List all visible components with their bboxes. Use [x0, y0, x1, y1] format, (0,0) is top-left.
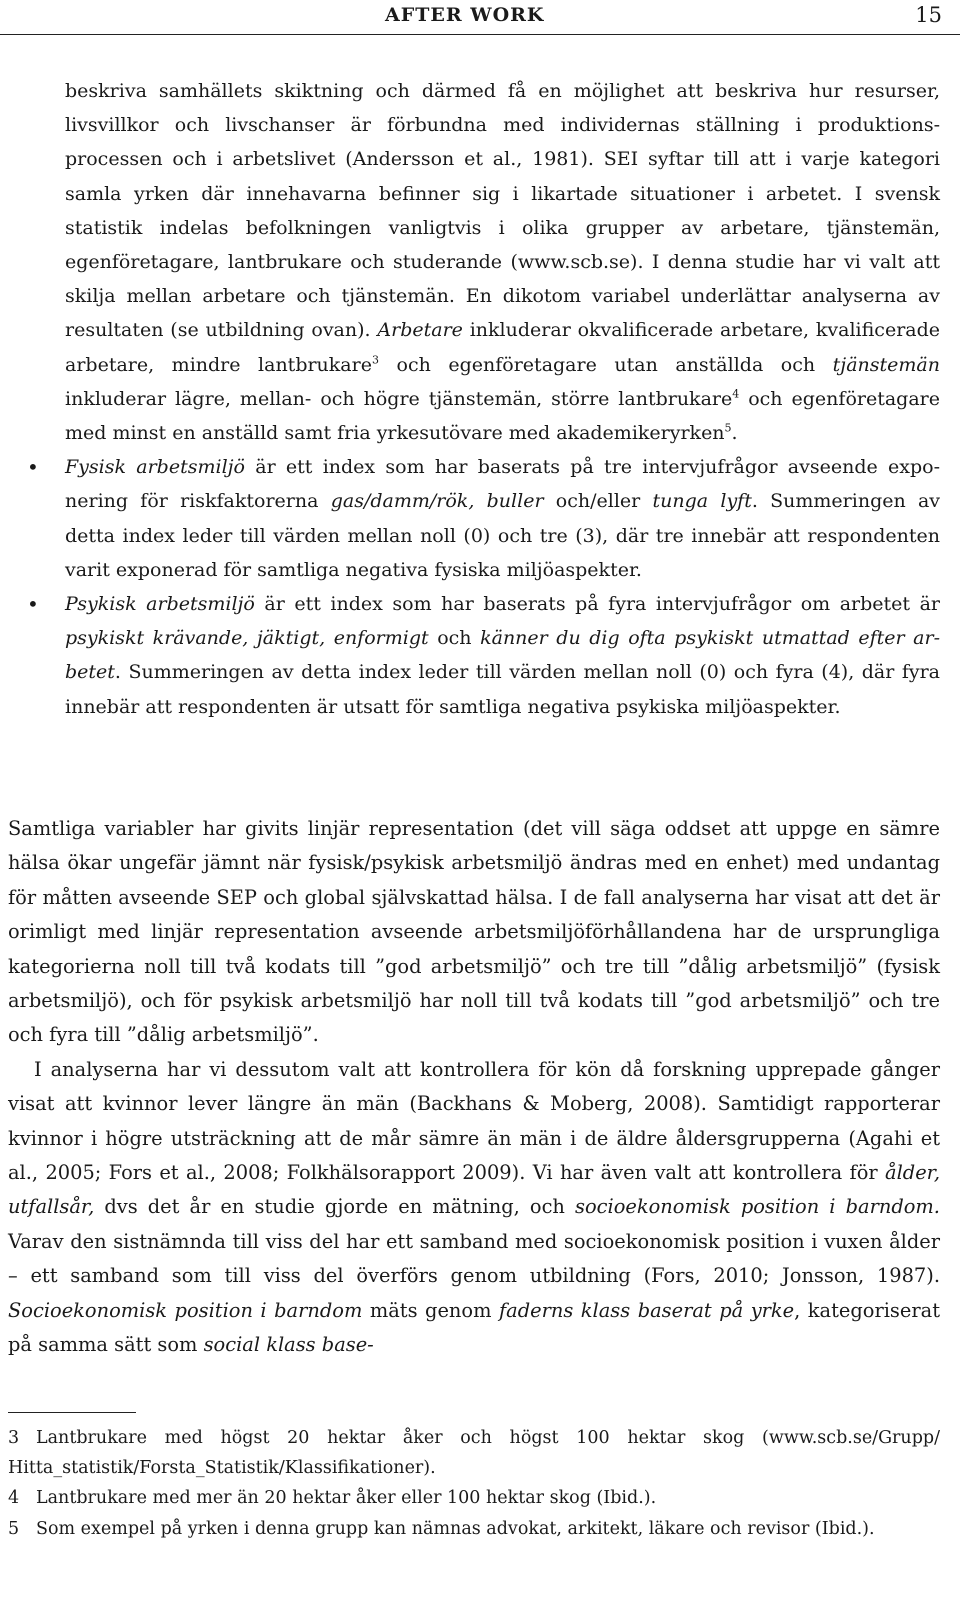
term-arbetare: Arbetare	[377, 319, 463, 342]
footnote-divider	[8, 1412, 136, 1413]
list-continuation-paragraph: beskriva samhällets skiktning och därmed få en möjlighet att beskriva hur resurser, livsvillkor och livschanser är förbundna med individernas ställning i produktionsprocessen och i arbetslivet (Andersson et al., 1981). SEI syftar till att i varje kategori samla yrken där innehavarna befinner sig i likartade situationer i arbetet. I svensk statistik indelas befolkningen vanligtvis i olika grupper av arbetare, tjänstemän, egenföretagare, lantbrukare och studerande (www.scb.se). I denna studie har vi valt att skilja mellan arbetare och tjänstemän. En dikotom variabel underlättar analyserna av resultaten (se utbildning ovan). Arbetare inkluderar okvalificerade arbetare, kvalificerade arbetare, mindre lantbrukare$^3$ och egenföretagare utan anställda och tjänstemän inkluderar lägre, mellan- och högre tjänstemän, större lantbrukare$^4$ och egenföretagare med minst en anställd samt fria yrkesutövare med akademikeryrken$^5$.	[65, 80, 941, 445]
footnote-3: 3 Lantbrukare med högst 20 hektar åker och högst 100 hektar skog (www.scb.se/Grupp/ Hitta_statistik/Forsta_Statistik/Klassifikationer).	[8, 1428, 940, 1479]
footnote-ref-3: 3	[371, 353, 379, 367]
bullet-icon: •	[27, 592, 39, 617]
term-psykisk-arbetsmiljo: Psykisk arbetsmiljö	[65, 593, 255, 616]
paragraph-linear-representation: Samtliga variabler har givits linjär representation (det vill säga oddset att uppge en sämre hälsa ökar ungefär jämnt när fysisk/psykisk arbetsmiljö ändras med en enhet) med undantag för måtten avseende SEP och global självskattad hälsa. I de fall analyserna har visat att det är orimligt med linjär representation avseende arbetsmiljöförhållandena har de ursprungliga kategorierna noll till två kodats till ”god arbetsmiljö” och tre till ”dålig arbetsmiljö” (fysisk arbetsmiljö), och för psykisk arbetsmiljö har noll till två kodats till ”god arbetsmiljö” och tre och fyra till ”dålig arbetsmiljö”.	[8, 817, 940, 1047]
bullet-icon: •	[27, 455, 39, 480]
footnote-ref-4: 4	[732, 387, 740, 401]
footnote-4: 4 Lantbrukare med mer än 20 hektar åker eller 100 hektar skog (Ibid.).	[8, 1488, 657, 1509]
paragraph-controls: I analyserna har vi dessutom valt att kontrollera för kön då forskning upprepade gånger visat att kvinnor lever längre än män (Backhans & Moberg, 2008). Samtidigt rapporterar kvinnor i högre utsträckning att de mår sämre än män i de äldre åldersgrupperna (Agahi et al., 2005; Fors et al., 2008; Folkhälsorapport 2009). Vi har även valt att kontrollera för ålder, utfallsår, dvs det år en studie gjorde en mätning, och socioekonomisk position i barndom. Varav den sistnämnda till viss del har ett samband med socioekonomisk position i vuxen ålder – ett samband som till viss del överförs genom utbildning (Fors, 2010; Jonsson, 1987). Socioekonomisk position i barndom mäts genom faderns klass baserat på yrke, kategoriserat på samma sätt som social klass base-	[8, 1057, 940, 1357]
page-header	[0, 0, 960, 35]
footnotes	[8, 1423, 940, 1544]
footnote-5: 5 Som exempel på yrken i denna grupp kan nämnas advokat, arkitekt, läkare och revisor (Ibid.).	[8, 1518, 875, 1539]
list-item-psykisk-arbetsmiljo: • Psykisk arbetsmiljö är ett index som har baserats på fyra intervjufrågor om arbetet är psykiskt krävande, jäktigt, enformigt och känner du dig ofta psykiskt utmattad efter arbetet. Summeringen av detta index leder till värden mellan noll (0) och fyra (4), där fyra innebär att respondenten är utsatt för samtliga negativa psykiska miljöaspekter.	[65, 587, 940, 724]
list-item-fysisk-arbetsmiljo: • Fysisk arbetsmiljö är ett index som har baserats på tre intervjufrågor avseende exponering för riskfaktorerna gas/damm/rök, buller och/eller tunga lyft. Summeringen av detta index leder till värden mellan noll (0) och tre (3), där tre innebär att respondenten varit exponerad för samtliga negativa fysiska miljöaspekter.	[65, 450, 940, 587]
page-number: 15	[915, 3, 942, 27]
running-title: AFTER WORK	[385, 4, 545, 26]
bullet-list	[27, 74, 941, 724]
body-text	[8, 812, 940, 1363]
term-fysisk-arbetsmiljo: Fysisk arbetsmiljö	[65, 456, 245, 479]
footnote-ref-5: 5	[724, 421, 732, 435]
term-tjansteman: tjänstemän	[832, 353, 940, 376]
